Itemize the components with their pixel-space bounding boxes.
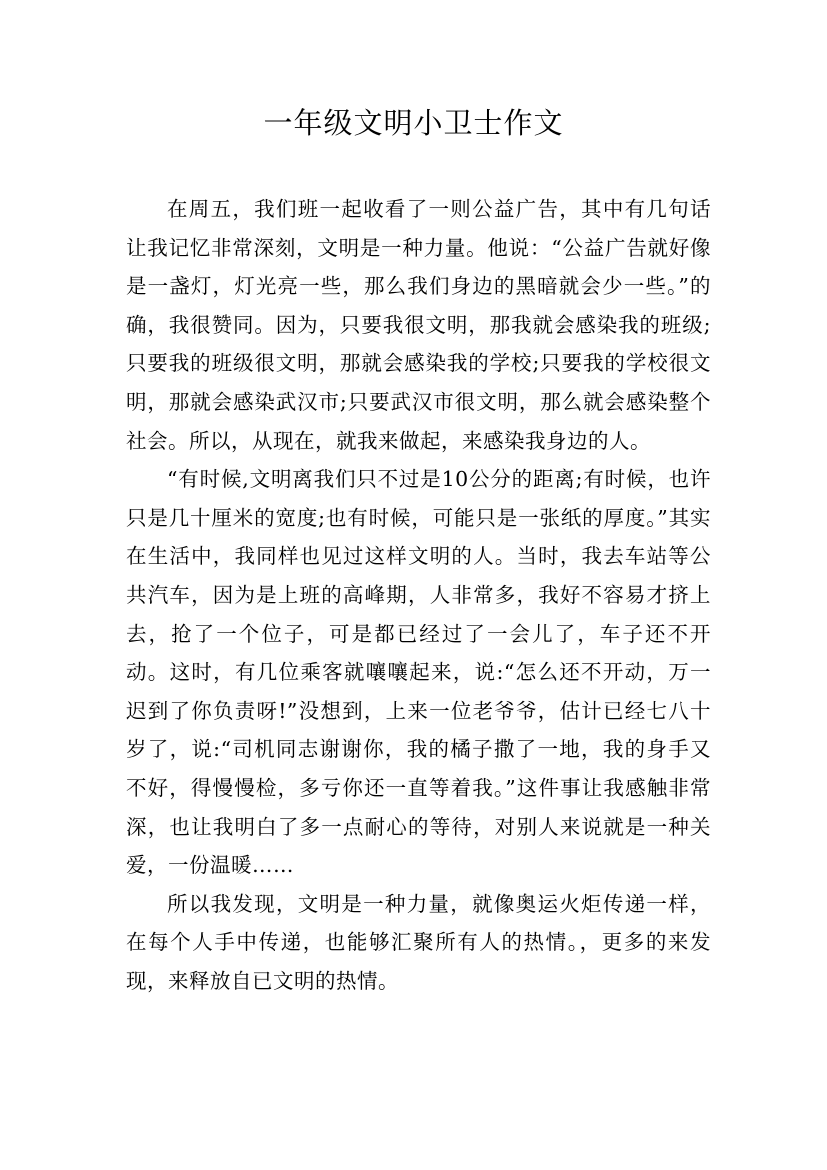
paragraph-1: 在周五，我们班一起收看了一则公益广告，其中有几句话让我记忆非常深刻，文明是一种力量。他说：“公益广告就好像是一盏灯，灯光亮一些，那么我们身边的黑暗就会少一些。”的确，我很赞同。因为，只要我很文明，那我就会感染我的班级;只要我的班级很文明，那就会感染我的学校;只要我的学校很文明，那就会感染武汉市;只要武汉市很文明，那么就会感染整个社会。所以，从现在，就我来做起，来感染我身边的人。 — [126, 197, 711, 453]
paragraph-3: 所以我发现，文明是一种力量，就像奥运火炬传递一样，在每个人手中传递，也能够汇聚所有人的热情。，更多的来发现，来释放自已文明的热情。 — [126, 891, 711, 993]
essay-title: 一年级文明小卫士作文 — [263, 106, 564, 140]
essay-body — [126, 190, 711, 1000]
paragraph-2: “有时候,文明离我们只不过是10公分的距离;有时候，也许只是几十厘米的宽度;也有时候，可能只是一张纸的厚度。”其实在生活中，我同样也见过这样文明的人。当时，我去车站等公共汽车，因为是上班的高峰期，人非常多，我好不容易才挤上去，抢了一个位子，可是都已经过了一会儿了，车子还不开动。这时，有几位乘客就嚷嚷起来，说:“怎么还不开动，万一迟到了你负责呀!”没想到，上来一位老爷爷，估计已经七八十岁了，说:“司机同志谢谢你，我的橘子撒了一地，我的身手又不好，得慢慢检，多亏你还一直等着我。”这件事让我感触非常深，也让我明白了多一点耐心的等待，对别人来说就是一种关爱，一份温暖…… — [126, 467, 711, 878]
